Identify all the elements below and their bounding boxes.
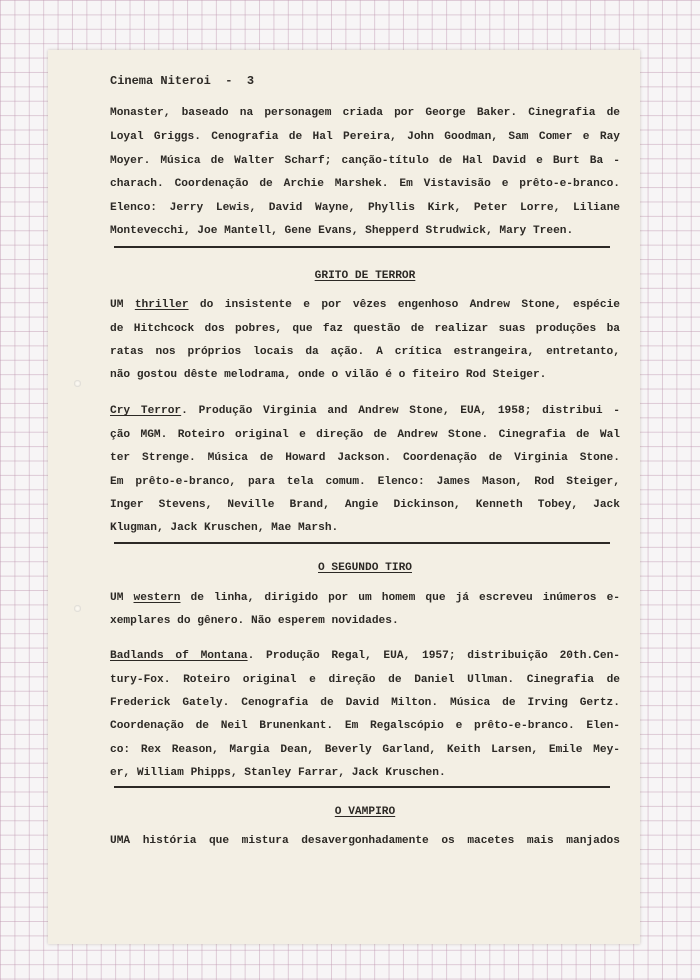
text-line: de Hitchcock dos pobres, que faz questão de realizar suas produções ba: [110, 323, 620, 335]
review-text: de linha, dirigido por um homem que já escreveu inúmeros e-: [180, 592, 620, 604]
review-line: [110, 298, 620, 312]
text-line: Em prêto-e-branco, para tela comum. Elenco: James Mason, Rod Steiger,: [110, 476, 620, 488]
credits-line: [110, 649, 620, 663]
review-lead: UM: [110, 299, 124, 311]
section-divider: [114, 246, 610, 248]
credits-line: [110, 404, 620, 418]
section-title: O SEGUNDO TIRO: [318, 562, 412, 574]
text-line: Coordenação de Neil Brunenkant. Em Regalscópio e prêto-e-branco. Elen-: [110, 720, 620, 732]
text-line: Monaster, baseado na personagem criada por George Baker. Cinegrafia de: [110, 107, 620, 119]
text-line: co: Rex Reason, Margia Dean, Beverly Garland, Keith Larsen, Emile Mey-: [110, 744, 620, 756]
review-lead: UM: [110, 592, 124, 604]
section-title: O VAMPIRO: [334, 806, 396, 818]
text-line: ter Strenge. Música de Howard Jackson. Coordenação de Virginia Stone.: [110, 452, 620, 464]
page-header: Cinema Niteroi - 3: [110, 74, 255, 88]
text-line: UMA história que mistura desavergonhadamente os macetes mais manjados: [110, 835, 620, 847]
text-line: ratas nos próprios locais da ação. A crítica estrangeira, entretanto,: [110, 346, 620, 358]
text-line: charach. Coordenação de Archie Marshek. Em Vistavisão e prêto-e-branco.: [110, 178, 620, 190]
text-line: não gostou dêste melodrama, onde o vilão é o fiteiro Rod Steiger.: [110, 369, 547, 381]
text-line: Elenco: Jerry Lewis, David Wayne, Phyllis Kirk, Peter Lorre, Liliane: [110, 202, 620, 214]
text-line: Moyer. Música de Walter Scharf; canção-título de Hal David e Burt Ba -: [110, 155, 620, 167]
text-line: er, William Phipps, Stanley Farrar, Jack Kruschen.: [110, 767, 446, 779]
section-divider: [114, 542, 610, 544]
text-line: Loyal Griggs. Cenografia de Hal Pereira, John Goodman, Sam Comer e Ray: [110, 131, 620, 143]
original-title: Cry Terror: [110, 405, 182, 417]
original-title: Badlands of Montana: [110, 650, 248, 662]
text-line: tury-Fox. Roteiro original e direção de Daniel Ullman. Cinegrafia de: [110, 674, 620, 686]
text-line: ção MGM. Roteiro original e direção de Andrew Stone. Cinegrafia de Wal: [110, 429, 620, 441]
section-title: GRITO DE TERROR: [314, 270, 416, 282]
genre-term: thriller: [134, 299, 189, 311]
credits-text: . Produção Virginia and Andrew Stone, EUA, 1958; distribui -: [181, 405, 620, 417]
text-line: Inger Stevens, Neville Brand, Angie Dickinson, Kenneth Tobey, Jack: [110, 499, 620, 511]
typewritten-page: [48, 50, 640, 944]
genre-term: western: [133, 592, 181, 604]
credits-text: . Produção Regal, EUA, 1957; distribuição 20th.Cen-: [247, 650, 620, 662]
review-line: [110, 591, 620, 605]
text-line: Montevecchi, Joe Mantell, Gene Evans, Shepperd Strudwick, Mary Treen.: [110, 225, 574, 237]
text-line: Klugman, Jack Kruschen, Mae Marsh.: [110, 522, 339, 534]
review-text: do insistente e por vêzes engenhoso Andrew Stone, espécie: [188, 299, 620, 311]
section-divider: [114, 786, 610, 788]
text-line: xemplares do gênero. Não esperem novidades.: [110, 615, 399, 627]
text-line: Frederick Gately. Cenografia de David Milton. Música de Irving Gertz.: [110, 697, 620, 709]
